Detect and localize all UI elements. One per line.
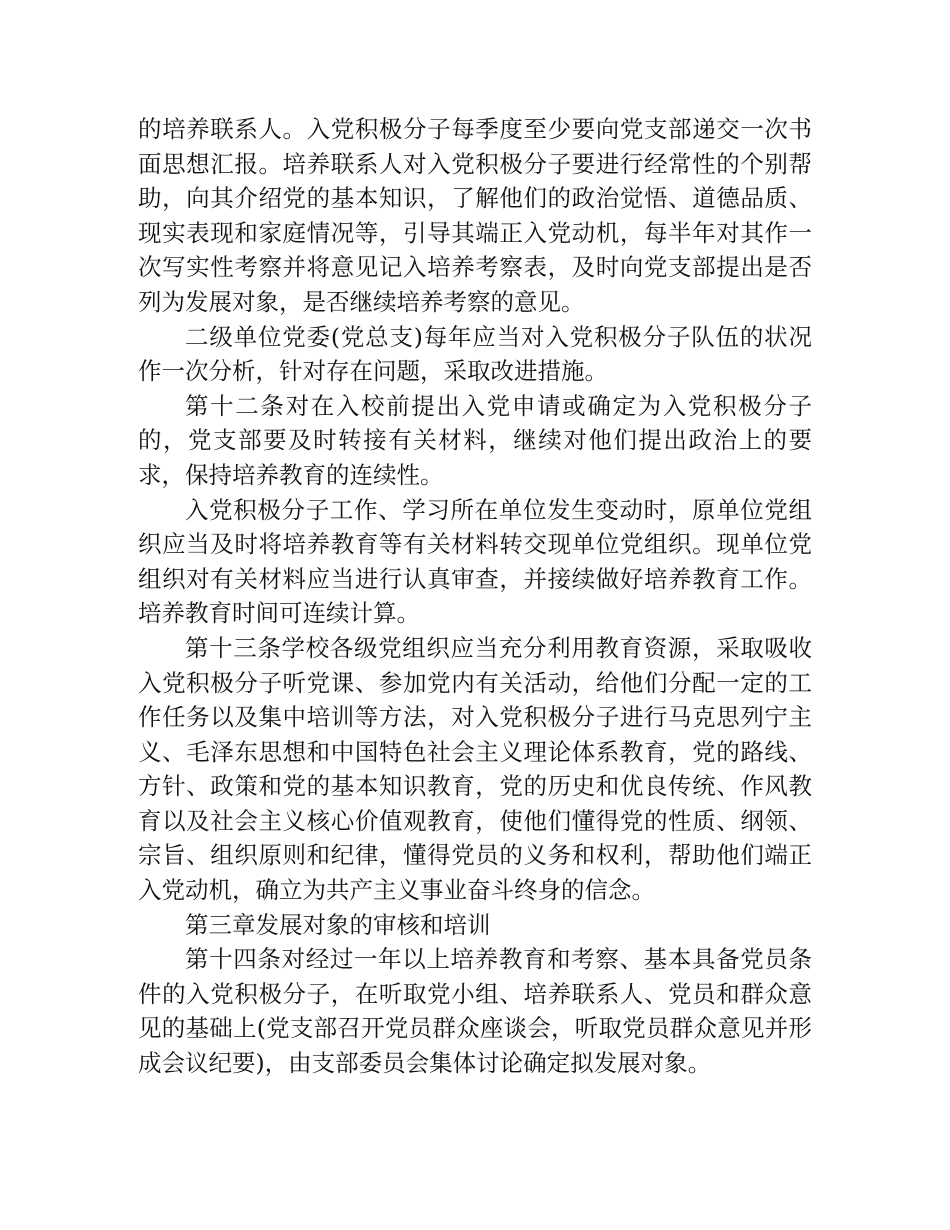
- paragraph-article-12: 第十二条对在入校前提出入党申请或确定为入党积极分子的，党支部要及时转接有关材料，继续对他们提出政治上的要求，保持培养教育的连续性。: [138, 391, 812, 489]
- paragraph-continuation: 的培养联系人。入党积极分子每季度至少要向党支部递交一次书面思想汇报。培养联系人对入党积极分子要进行经常性的个别帮助，向其介绍党的基本知识，了解他们的政治觉悟、道德品质、现实表现和家庭情况等，引导其端正入党动机，每半年对其作一次写实性考察并将意见记入培养考察表，及时向党支部提出是否列为发展对象，是否继续培养考察的意见。: [138, 115, 812, 316]
- paragraph-article-14: 第十四条对经过一年以上培养教育和考察、基本具备党员条件的入党积极分子，在听取党小组、培养联系人、党员和群众意见的基础上(党支部召开党员群众座谈会，听取党员群众意见并形成会议纪要)，由支部委员会集体讨论确定拟发展对象。: [138, 945, 812, 1078]
- paragraph-annual-analysis: 二级单位党委(党总支)每年应当对入党积极分子队伍的状况作一次分析，针对存在问题，采取改进措施。: [138, 322, 812, 386]
- paragraph-article-13: 第十三条学校各级党组织应当充分利用教育资源，采取吸收入党积极分子听党课、参加党内有关活动，给他们分配一定的工作任务以及集中培训等方法，对入党积极分子进行马克思列宁主义、毛泽东思想和中国特色社会主义理论体系教育，党的路线、方针、政策和党的基本知识教育，党的历史和优良传统、作风教育以及社会主义核心价值观教育，使他们懂得党的性质、纲领、宗旨、组织原则和纪律，懂得党员的义务和权利，帮助他们端正入党动机，确立为共产主义事业奋斗终身的信念。: [138, 633, 812, 905]
- chapter-heading: 第三章发展对象的审核和培训: [185, 910, 491, 939]
- paragraph-transfer-materials: 入党积极分子工作、学习所在单位发生变动时，原单位党组织应当及时将培养教育等有关材料转交现单位党组织。现单位党组织对有关材料应当进行认真审查，并接续做好培养教育工作。培养教育时间可连续计算。: [138, 495, 812, 628]
